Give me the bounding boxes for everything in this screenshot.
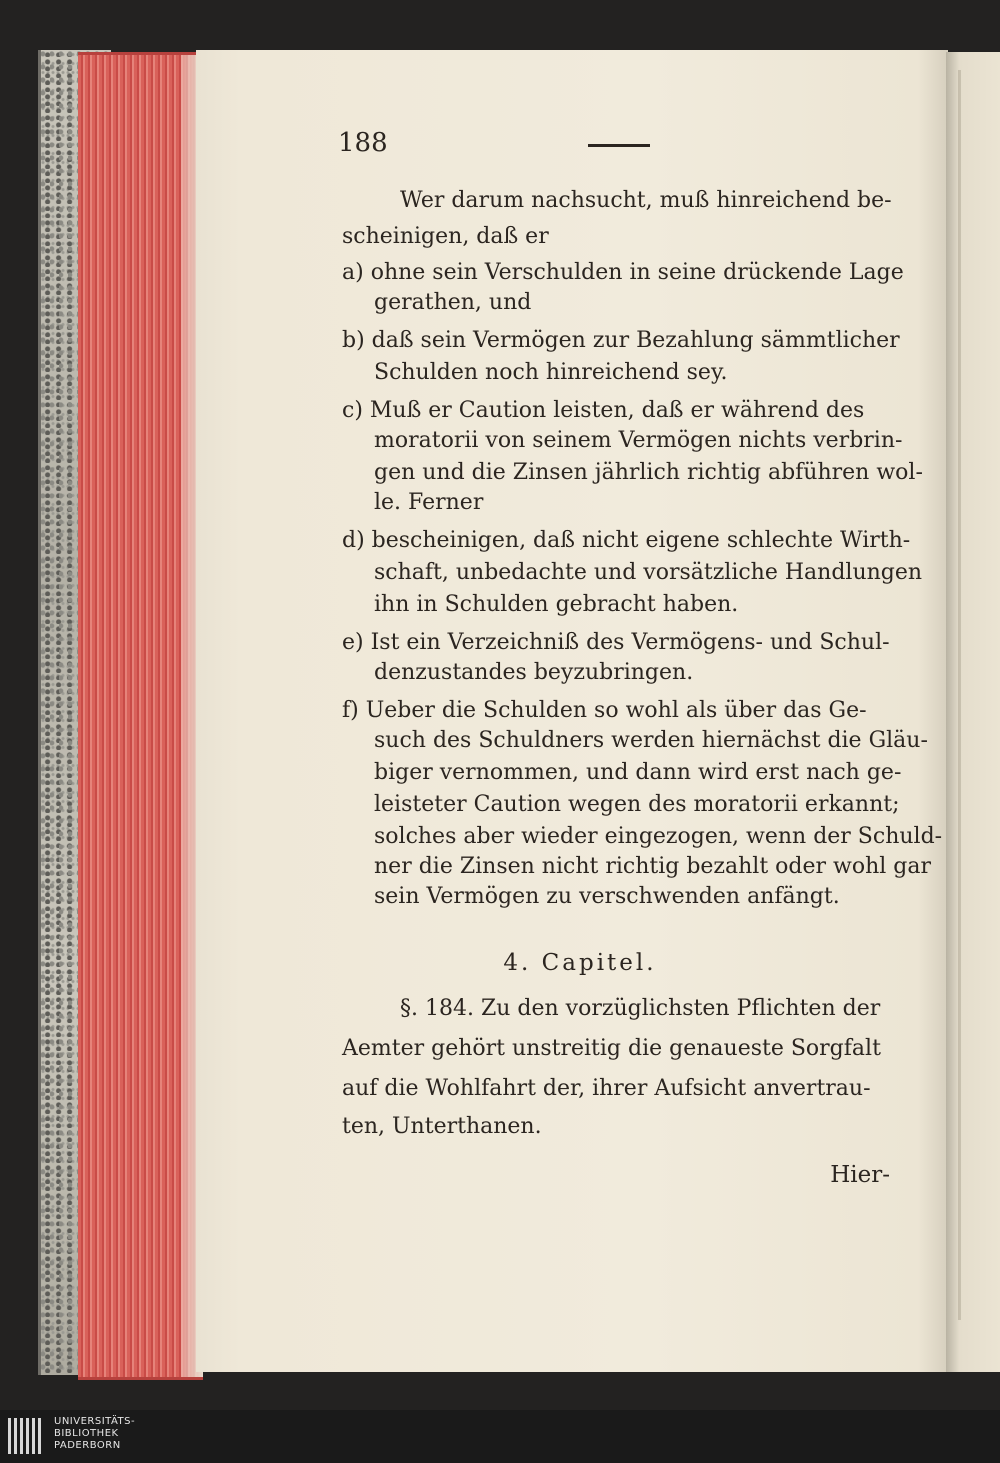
catchword: Hier- [830, 1162, 890, 1188]
text-line: f) Ueber die Schulden so wohl als über das Ge- [342, 698, 867, 723]
text-line: le. Ferner [374, 490, 484, 515]
page-number: 188 [338, 128, 388, 158]
text-line: auf die Wohlfahrt der, ihrer Aufsicht anvertrau- [342, 1076, 871, 1101]
library-logo-line2: BIBLIOTHEK [54, 1428, 119, 1439]
library-logo-line1: UNIVERSITÄTS- [54, 1416, 136, 1427]
text-line: ten, Unterthanen. [342, 1114, 542, 1139]
text-line: sein Vermögen zu verschwenden anfängt. [374, 884, 840, 909]
text-line: gerathen, und [374, 290, 532, 315]
text-line: such des Schuldners werden hiernächst die Gläu- [374, 728, 928, 753]
text-line: leisteter Caution wegen des moratorii erkannt; [374, 792, 900, 817]
text-line: gen und die Zinsen jährlich richtig abführen wol- [374, 460, 923, 485]
text-line: Wer darum nachsucht, muß hinreichend be- [400, 188, 892, 213]
facing-page-edge [946, 52, 1000, 1372]
text-line: moratorii von seinem Vermögen nichts verbrin- [374, 428, 903, 453]
text-line: §. 184. Zu den vorzüglichsten Pflichten der [400, 996, 881, 1021]
chapter-heading: 4. Capitel. [503, 950, 657, 976]
text-line: b) daß sein Vermögen zur Bezahlung sämmtlicher [342, 328, 900, 353]
library-logo-icon [8, 1418, 46, 1454]
text-line: Schulden noch hinreichend sey. [374, 360, 728, 385]
text-line: schaft, unbedachte und vorsätzliche Handlungen [374, 560, 923, 585]
facing-page-rule [958, 70, 961, 1320]
text-line: scheinigen, daß er [342, 224, 549, 249]
text-line: solches aber wieder eingezogen, wenn der Schuld- [374, 824, 943, 849]
text-line: Aemter gehört unstreitig die genaueste Sorgfalt [342, 1036, 881, 1061]
header-rule [588, 144, 650, 147]
text-line: denzustandes beyzubringen. [374, 660, 694, 685]
text-line: c) Muß er Caution leisten, daß er während des [342, 398, 865, 423]
text-line: e) Ist ein Verzeichniß des Vermögens- und Schul- [342, 630, 890, 655]
text-line: biger vernommen, und dann wird erst nach ge- [374, 760, 902, 785]
text-line: ner die Zinsen nicht richtig bezahlt oder wohl gar [374, 854, 932, 879]
red-page-edges [78, 52, 203, 1380]
text-line: d) bescheinigen, daß nicht eigene schlechte Wirth- [342, 528, 911, 553]
text-line: ihn in Schulden gebracht haben. [374, 592, 739, 617]
library-logo-line3: PADERBORN [54, 1440, 121, 1451]
library-logo-bar [0, 1410, 1000, 1463]
text-line: a) ohne sein Verschulden in seine drückende Lage [342, 260, 904, 285]
